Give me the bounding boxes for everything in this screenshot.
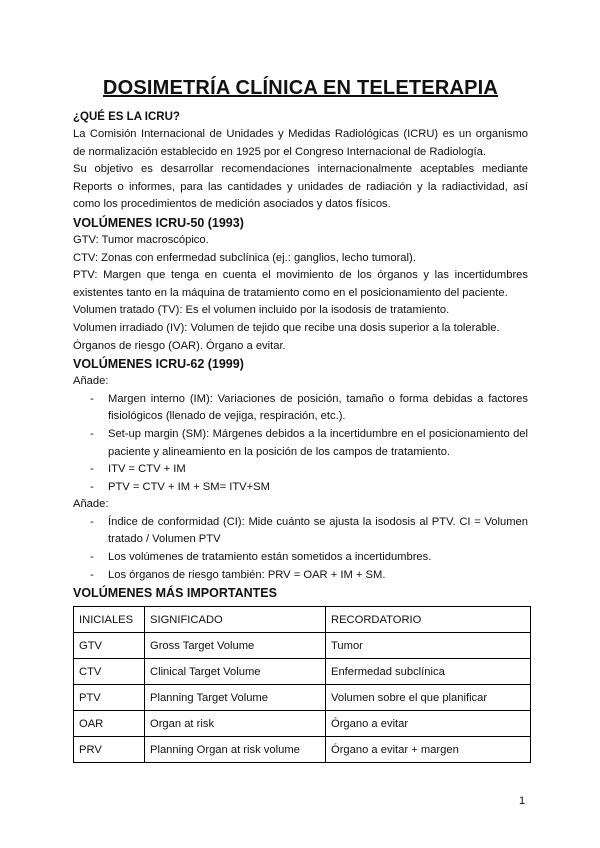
paragraph: La Comisión Internacional de Unidades y Medidas Radiológicas (ICRU) es un organismo de normalización establecido en 1925 por el Congreso Internacional de Radiología.: [73, 128, 528, 158]
definition-line: CTV: Zonas con enfermedad subclínica (ej.: ganglios, lecho tumoral).: [73, 251, 416, 264]
adds-label: Añade:: [73, 498, 109, 511]
table-row: [74, 685, 531, 711]
table-header-cell: RECORDATORIO: [326, 607, 531, 633]
table-row: [74, 659, 531, 685]
table-cell: Clinical Target Volume: [145, 659, 326, 685]
section-heading-icru50: VOLÚMENES ICRU-50 (1993): [73, 215, 244, 230]
table-row: [74, 633, 531, 659]
table-header-row: [74, 607, 531, 633]
table-cell: Órgano a evitar + margen: [326, 737, 531, 763]
list-item: - Índice de conformidad (CI): Mide cuánto se ajusta la isodosis al PTV. CI = Volumen tratado / Volumen PTV: [73, 514, 528, 549]
table-cell: PRV: [74, 737, 145, 763]
page-content: [73, 75, 528, 763]
page-number: 1: [519, 795, 526, 807]
bullet-list: [73, 514, 528, 584]
table-cell: PTV: [74, 685, 145, 711]
table-cell: GTV: [74, 633, 145, 659]
bullet-list: [73, 391, 528, 497]
table-cell: Volumen sobre el que planificar: [326, 685, 531, 711]
table-cell: Gross Target Volume: [145, 633, 326, 659]
section-heading-icru: ¿QUÉ ES LA ICRU?: [73, 111, 180, 123]
paragraph: Su objetivo es desarrollar recomendaciones internacionalmente aceptables mediante Reports o informes, para las cantidades y unidades de radiación y la radiactividad, así como los procedimientos de medición asociados y datos físicos.: [73, 163, 528, 211]
definition-line: PTV: Margen que tenga en cuenta el movimiento de los órganos y las incertidumbres existentes tanto en la máquina de tratamiento como en el posicionamiento del paciente.: [73, 269, 528, 299]
table-cell: CTV: [74, 659, 145, 685]
table-row: [74, 711, 531, 737]
list-item: - PTV = CTV + IM + SM= ITV+SM: [73, 479, 528, 497]
definition-line: Volumen irradiado (IV): Volumen de tejido que recibe una dosis superior a la tolerable.: [73, 321, 500, 334]
table-header-cell: INICIALES: [74, 607, 145, 633]
table-header-cell: SIGNIFICADO: [145, 607, 326, 633]
table-cell: Órgano a evitar: [326, 711, 531, 737]
volumes-table: [73, 606, 531, 763]
definition-line: Volumen tratado (TV): Es el volumen incluido por la isodosis de tratamiento.: [73, 304, 450, 317]
list-item: - Los volúmenes de tratamiento están sometidos a incertidumbres.: [73, 549, 528, 567]
list-item: - Los órganos de riesgo también: PRV = OAR + IM + SM.: [73, 567, 528, 585]
section-heading-icru62: VOLÚMENES ICRU-62 (1999): [73, 357, 244, 372]
list-item: - Set-up margin (SM): Márgenes debidos a la incertidumbre en el posicionamiento del paciente y alineamiento en la posición de los campos de tratamiento.: [73, 426, 528, 461]
section-heading-volumes: VOLÚMENES MÁS IMPORTANTES: [73, 586, 277, 601]
list-item: - Margen interno (IM): Variaciones de posición, tamaño o forma debidas a factores fisiológicos (llenado de vejiga, respiración, etc.).: [73, 391, 528, 426]
definition-line: Órganos de riesgo (OAR). Órgano a evitar.: [73, 339, 286, 352]
table-cell: Planning Organ at risk volume: [145, 737, 326, 763]
adds-label: Añade:: [73, 375, 109, 388]
table-cell: Organ at risk: [145, 711, 326, 737]
list-item: - ITV = CTV + IM: [73, 461, 528, 479]
table-cell: Planning Target Volume: [145, 685, 326, 711]
page-title: DOSIMETRÍA CLÍNICA EN TELETERAPIA: [102, 77, 499, 99]
table-cell: Tumor: [326, 633, 531, 659]
definition-line: GTV: Tumor macroscópico.: [73, 233, 209, 246]
table-cell: OAR: [74, 711, 145, 737]
table-cell: Enfermedad subclínica: [326, 659, 531, 685]
table-row: [74, 737, 531, 763]
